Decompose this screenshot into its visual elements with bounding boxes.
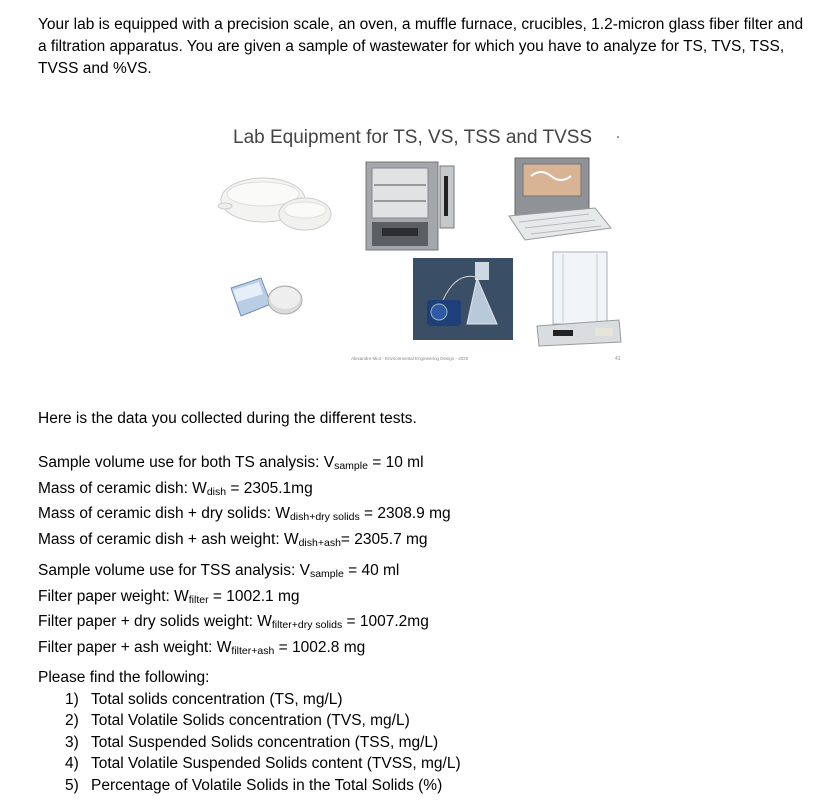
crucibles-icon — [215, 168, 335, 240]
problem-intro: Your lab is equipped with a precision scale, an oven, a muffle furnace, crucibles, 1.2-micron glass fiber filter and a filtration apparatus. You are given a sample of wastewater for which you have to analyze for TS, TVS, TSS, TVSS and %VS. — [38, 16, 804, 77]
ts-row: Mass of ceramic dish + ash weight: $W_{dish+ash}= 2305.7$ mg — [38, 530, 428, 549]
slide-title: Lab Equipment for TS, VS, TSS and TVSS — [233, 127, 593, 148]
slide-footer: Alexandre Miot - Environmental Engineering Design - 2020 — [351, 356, 469, 361]
tss-row: Filter paper + dry solids weight: $W_{filter+dry solids} = 1007.2mg$ — [38, 613, 429, 631]
ts-row: Mass of ceramic dish + dry solids: $W_{dish+dry solids} = 2308.9$ mg — [38, 505, 451, 523]
task-item: 4) Total Volatile Suspended Solids content (TVSS, mg/L) — [65, 755, 461, 772]
task-item: 2) Total Volatile Solids concentration (TVS, mg/L) — [65, 712, 410, 729]
slide-dot — [617, 136, 619, 138]
ts-data — [38, 452, 451, 554]
tasks-section — [38, 667, 461, 796]
glass-fiber-filter-icon — [227, 274, 307, 322]
tss-row: Filter paper weight: $W_{filter} = 1002.1$ mg — [38, 587, 300, 606]
tss-row: Filter paper + ash weight: $W_{filter+ash} = 1002.8$ mg — [38, 638, 366, 657]
precision-scale-icon — [533, 248, 623, 348]
tss-row: Sample volume use for TSS analysis: $V_{sample} = 40$ ml — [38, 562, 400, 580]
equipment-slide — [215, 118, 620, 370]
task-item: 5) Percentage of Volatile Solids in the Total Solids (%) — [65, 776, 443, 794]
filtration-apparatus-icon — [413, 258, 513, 340]
slide-page-number: 41 — [615, 356, 621, 362]
muffle-furnace-icon — [505, 156, 615, 244]
tasks-intro: Please find the following: — [38, 669, 210, 686]
data-intro: Here is the data you collected during the different tests. — [38, 410, 417, 427]
drying-oven-icon — [360, 158, 460, 253]
task-item: 3) Total Suspended Solids concentration (TSS, mg/L) — [65, 733, 439, 751]
task-item: 1) Total solids concentration (TS, mg/L) — [65, 690, 343, 708]
tss-data — [38, 560, 429, 662]
tasks-list — [38, 689, 461, 797]
ts-row: Sample volume use for both TS analysis: $V_{sample} = 10$ ml — [38, 454, 424, 472]
ts-row: Mass of ceramic dish: $W_{dish} = 2305.1mg$ — [38, 479, 313, 498]
